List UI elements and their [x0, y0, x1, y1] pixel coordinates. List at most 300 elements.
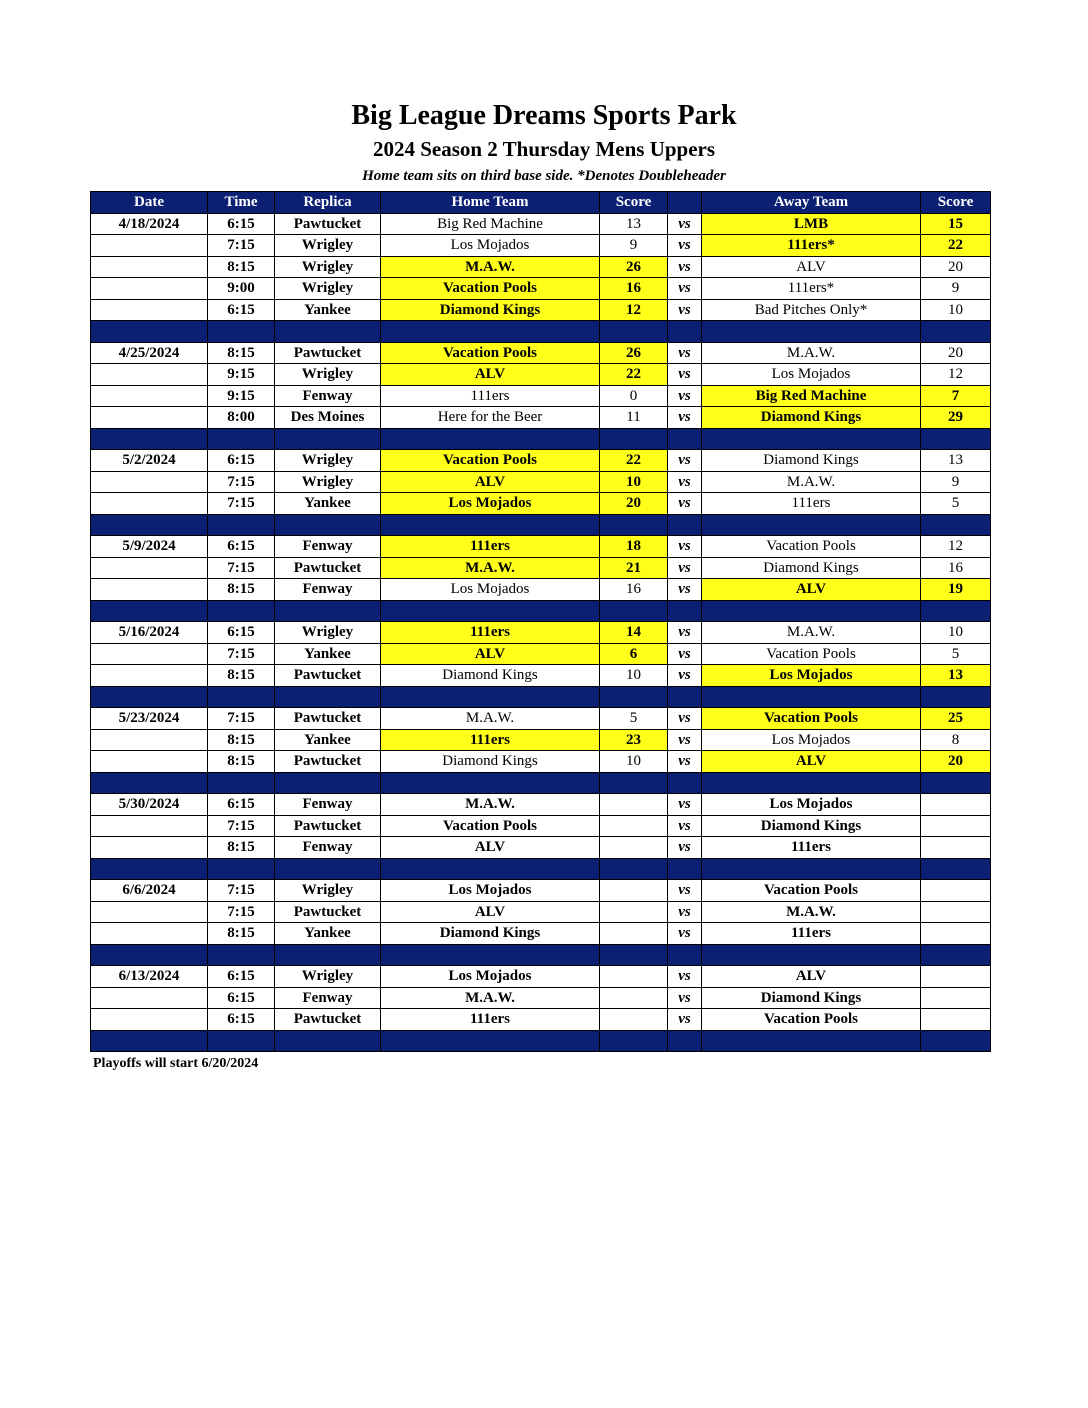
separator-cell — [275, 321, 381, 343]
away-score-cell — [921, 987, 991, 1009]
date-cell — [91, 987, 208, 1009]
replica-cell: Wrigley — [275, 235, 381, 257]
replica-cell: Wrigley — [275, 278, 381, 300]
time-cell: 6:15 — [208, 966, 275, 988]
time-cell: 8:15 — [208, 751, 275, 773]
week-separator-row — [91, 514, 991, 536]
home-team-cell: Diamond Kings — [381, 751, 600, 773]
date-cell — [91, 815, 208, 837]
away-score-cell: 13 — [921, 450, 991, 472]
home-team-cell: ALV — [381, 901, 600, 923]
table-row — [91, 557, 991, 579]
time-cell: 7:15 — [208, 557, 275, 579]
separator-cell — [600, 428, 668, 450]
separator-cell — [921, 772, 991, 794]
col-header-away-score: Score — [921, 192, 991, 214]
time-cell: 7:15 — [208, 901, 275, 923]
away-team-cell: M.A.W. — [702, 471, 921, 493]
week-separator-row — [91, 600, 991, 622]
date-cell: 5/9/2024 — [91, 536, 208, 558]
home-score-cell: 10 — [600, 471, 668, 493]
replica-cell: Wrigley — [275, 450, 381, 472]
home-team-cell: Diamond Kings — [381, 299, 600, 321]
home-score-cell — [600, 880, 668, 902]
time-cell: 9:15 — [208, 385, 275, 407]
home-team-cell: ALV — [381, 837, 600, 859]
replica-cell: Pawtucket — [275, 342, 381, 364]
home-team-cell: ALV — [381, 471, 600, 493]
separator-cell — [921, 1030, 991, 1052]
away-score-cell — [921, 815, 991, 837]
date-cell — [91, 729, 208, 751]
home-team-cell: Los Mojados — [381, 880, 600, 902]
time-cell: 8:15 — [208, 729, 275, 751]
away-team-cell: Diamond Kings — [702, 557, 921, 579]
separator-cell — [668, 600, 702, 622]
separator-cell — [91, 600, 208, 622]
home-score-cell: 14 — [600, 622, 668, 644]
home-team-cell: 111ers — [381, 1009, 600, 1031]
home-score-cell: 20 — [600, 493, 668, 515]
separator-cell — [921, 428, 991, 450]
vs-cell: vs — [668, 493, 702, 515]
vs-cell: vs — [668, 1009, 702, 1031]
time-cell: 7:15 — [208, 235, 275, 257]
week-separator-row — [91, 428, 991, 450]
away-team-cell: ALV — [702, 966, 921, 988]
time-cell: 9:15 — [208, 364, 275, 386]
separator-cell — [275, 772, 381, 794]
separator-cell — [600, 1030, 668, 1052]
separator-cell — [921, 514, 991, 536]
away-team-cell: Vacation Pools — [702, 1009, 921, 1031]
away-score-cell: 8 — [921, 729, 991, 751]
separator-cell — [381, 858, 600, 880]
vs-cell: vs — [668, 837, 702, 859]
separator-cell — [208, 858, 275, 880]
table-row — [91, 622, 991, 644]
separator-cell — [702, 600, 921, 622]
date-cell: 6/13/2024 — [91, 966, 208, 988]
time-cell: 8:15 — [208, 665, 275, 687]
col-header-home-team: Home Team — [381, 192, 600, 214]
table-row — [91, 837, 991, 859]
away-score-cell: 15 — [921, 213, 991, 235]
home-team-cell: M.A.W. — [381, 256, 600, 278]
date-cell — [91, 1009, 208, 1031]
vs-cell: vs — [668, 643, 702, 665]
separator-cell — [600, 321, 668, 343]
away-score-cell: 20 — [921, 751, 991, 773]
table-row — [91, 880, 991, 902]
separator-cell — [275, 1030, 381, 1052]
table-row — [91, 794, 991, 816]
page-subtitle: 2024 Season 2 Thursday Mens Uppers — [372, 137, 716, 161]
home-team-cell: Diamond Kings — [381, 923, 600, 945]
home-score-cell: 5 — [600, 708, 668, 730]
vs-cell: vs — [668, 407, 702, 429]
separator-cell — [381, 944, 600, 966]
date-cell: 5/23/2024 — [91, 708, 208, 730]
vs-cell: vs — [668, 815, 702, 837]
time-cell: 6:15 — [208, 213, 275, 235]
time-cell: 9:00 — [208, 278, 275, 300]
home-team-cell: Vacation Pools — [381, 278, 600, 300]
away-score-cell: 20 — [921, 342, 991, 364]
separator-cell — [208, 772, 275, 794]
week-separator-row — [91, 686, 991, 708]
time-cell: 7:15 — [208, 708, 275, 730]
home-team-cell: ALV — [381, 643, 600, 665]
vs-cell: vs — [668, 450, 702, 472]
separator-cell — [600, 858, 668, 880]
home-score-cell: 22 — [600, 450, 668, 472]
date-cell — [91, 385, 208, 407]
away-score-cell: 7 — [921, 385, 991, 407]
separator-cell — [921, 858, 991, 880]
schedule-table — [90, 191, 991, 1052]
away-team-cell: Los Mojados — [702, 665, 921, 687]
away-team-cell: 111ers* — [702, 278, 921, 300]
home-score-cell — [600, 837, 668, 859]
separator-cell — [600, 944, 668, 966]
table-row — [91, 708, 991, 730]
time-cell: 7:15 — [208, 643, 275, 665]
home-team-cell: Diamond Kings — [381, 665, 600, 687]
table-row — [91, 364, 991, 386]
home-score-cell — [600, 815, 668, 837]
home-team-cell: 111ers — [381, 622, 600, 644]
replica-cell: Wrigley — [275, 364, 381, 386]
date-cell — [91, 557, 208, 579]
away-score-cell: 19 — [921, 579, 991, 601]
home-team-cell: Los Mojados — [381, 579, 600, 601]
away-score-cell: 5 — [921, 493, 991, 515]
time-cell: 7:15 — [208, 815, 275, 837]
table-row — [91, 385, 991, 407]
separator-cell — [275, 686, 381, 708]
home-score-cell — [600, 923, 668, 945]
separator-cell — [208, 321, 275, 343]
date-cell: 4/18/2024 — [91, 213, 208, 235]
date-cell — [91, 493, 208, 515]
home-team-cell: Here for the Beer — [381, 407, 600, 429]
replica-cell: Pawtucket — [275, 213, 381, 235]
table-row — [91, 235, 991, 257]
schedule-body — [91, 213, 991, 1052]
date-cell — [91, 364, 208, 386]
home-team-cell: Big Red Machine — [381, 213, 600, 235]
vs-cell: vs — [668, 751, 702, 773]
vs-cell: vs — [668, 235, 702, 257]
separator-cell — [668, 686, 702, 708]
vs-cell: vs — [668, 622, 702, 644]
separator-cell — [921, 321, 991, 343]
separator-cell — [208, 514, 275, 536]
away-team-cell: Vacation Pools — [702, 880, 921, 902]
away-score-cell: 10 — [921, 299, 991, 321]
separator-cell — [275, 600, 381, 622]
away-team-cell: 111ers — [702, 923, 921, 945]
vs-cell: vs — [668, 923, 702, 945]
home-score-cell: 9 — [600, 235, 668, 257]
date-cell — [91, 579, 208, 601]
table-row — [91, 471, 991, 493]
replica-cell: Pawtucket — [275, 708, 381, 730]
time-cell: 6:15 — [208, 1009, 275, 1031]
separator-cell — [702, 944, 921, 966]
time-cell: 7:15 — [208, 880, 275, 902]
replica-cell: Fenway — [275, 794, 381, 816]
separator-cell — [381, 428, 600, 450]
footer-note: Playoffs will start 6/20/2024 — [93, 1056, 259, 1071]
time-cell: 7:15 — [208, 471, 275, 493]
away-score-cell: 25 — [921, 708, 991, 730]
date-cell — [91, 256, 208, 278]
home-score-cell: 11 — [600, 407, 668, 429]
home-score-cell: 21 — [600, 557, 668, 579]
separator-cell — [208, 686, 275, 708]
separator-cell — [275, 428, 381, 450]
vs-cell: vs — [668, 901, 702, 923]
col-header-home-score: Score — [600, 192, 668, 214]
table-row — [91, 966, 991, 988]
separator-cell — [381, 686, 600, 708]
away-team-cell: 111ers — [702, 493, 921, 515]
separator-cell — [208, 944, 275, 966]
week-separator-row — [91, 772, 991, 794]
separator-cell — [702, 858, 921, 880]
time-cell: 6:15 — [208, 536, 275, 558]
replica-cell: Des Moines — [275, 407, 381, 429]
home-score-cell: 13 — [600, 213, 668, 235]
home-score-cell: 10 — [600, 665, 668, 687]
separator-cell — [600, 772, 668, 794]
home-team-cell: Vacation Pools — [381, 815, 600, 837]
separator-cell — [668, 772, 702, 794]
date-cell — [91, 407, 208, 429]
table-row — [91, 987, 991, 1009]
vs-cell: vs — [668, 579, 702, 601]
date-cell — [91, 751, 208, 773]
home-team-cell: 111ers — [381, 385, 600, 407]
home-score-cell — [600, 987, 668, 1009]
separator-cell — [208, 1030, 275, 1052]
separator-cell — [921, 944, 991, 966]
replica-cell: Pawtucket — [275, 1009, 381, 1031]
col-header-away-team: Away Team — [702, 192, 921, 214]
away-team-cell: Bad Pitches Only* — [702, 299, 921, 321]
time-cell: 8:15 — [208, 837, 275, 859]
date-cell: 6/6/2024 — [91, 880, 208, 902]
away-score-cell: 9 — [921, 278, 991, 300]
date-cell: 5/16/2024 — [91, 622, 208, 644]
home-score-cell: 10 — [600, 751, 668, 773]
away-score-cell: 20 — [921, 256, 991, 278]
home-score-cell: 22 — [600, 364, 668, 386]
replica-cell: Wrigley — [275, 966, 381, 988]
home-team-cell: Los Mojados — [381, 235, 600, 257]
page-title: Big League Dreams Sports Park — [351, 100, 737, 131]
separator-cell — [208, 428, 275, 450]
home-score-cell — [600, 966, 668, 988]
separator-cell — [275, 514, 381, 536]
home-team-cell: M.A.W. — [381, 794, 600, 816]
col-header-date: Date — [91, 192, 208, 214]
separator-cell — [668, 514, 702, 536]
table-row — [91, 278, 991, 300]
table-row — [91, 751, 991, 773]
week-separator-row — [91, 321, 991, 343]
away-score-cell — [921, 794, 991, 816]
home-team-cell: Vacation Pools — [381, 450, 600, 472]
date-cell — [91, 837, 208, 859]
vs-cell: vs — [668, 665, 702, 687]
separator-cell — [921, 686, 991, 708]
vs-cell: vs — [668, 471, 702, 493]
away-team-cell: ALV — [702, 256, 921, 278]
away-team-cell: ALV — [702, 579, 921, 601]
away-team-cell: M.A.W. — [702, 622, 921, 644]
time-cell: 6:15 — [208, 987, 275, 1009]
replica-cell: Fenway — [275, 536, 381, 558]
away-team-cell: Los Mojados — [702, 729, 921, 751]
away-team-cell: Vacation Pools — [702, 708, 921, 730]
vs-cell: vs — [668, 987, 702, 1009]
date-cell: 5/30/2024 — [91, 794, 208, 816]
separator-cell — [91, 944, 208, 966]
table-row — [91, 342, 991, 364]
replica-cell: Pawtucket — [275, 901, 381, 923]
time-cell: 6:15 — [208, 794, 275, 816]
table-row — [91, 450, 991, 472]
separator-cell — [91, 428, 208, 450]
away-team-cell: Diamond Kings — [702, 987, 921, 1009]
replica-cell: Pawtucket — [275, 751, 381, 773]
date-cell — [91, 901, 208, 923]
table-row — [91, 407, 991, 429]
home-team-cell: Los Mojados — [381, 493, 600, 515]
table-row — [91, 729, 991, 751]
away-team-cell: LMB — [702, 213, 921, 235]
separator-cell — [702, 428, 921, 450]
separator-cell — [91, 858, 208, 880]
page-note: Home team sits on third base side. *Denotes Doubleheader — [362, 168, 726, 184]
vs-cell: vs — [668, 299, 702, 321]
separator-cell — [668, 428, 702, 450]
date-cell — [91, 471, 208, 493]
home-team-cell: M.A.W. — [381, 987, 600, 1009]
away-team-cell: Diamond Kings — [702, 450, 921, 472]
vs-cell: vs — [668, 729, 702, 751]
home-score-cell: 12 — [600, 299, 668, 321]
away-team-cell: Los Mojados — [702, 364, 921, 386]
replica-cell: Fenway — [275, 385, 381, 407]
date-cell: 5/2/2024 — [91, 450, 208, 472]
home-team-cell: M.A.W. — [381, 708, 600, 730]
separator-cell — [275, 858, 381, 880]
separator-cell — [702, 514, 921, 536]
time-cell: 7:15 — [208, 493, 275, 515]
away-score-cell — [921, 880, 991, 902]
home-score-cell: 0 — [600, 385, 668, 407]
replica-cell: Yankee — [275, 643, 381, 665]
separator-cell — [381, 1030, 600, 1052]
table-row — [91, 901, 991, 923]
time-cell: 8:15 — [208, 923, 275, 945]
date-cell — [91, 923, 208, 945]
away-score-cell — [921, 1009, 991, 1031]
separator-cell — [208, 600, 275, 622]
time-cell: 8:00 — [208, 407, 275, 429]
home-score-cell: 18 — [600, 536, 668, 558]
home-team-cell: 111ers — [381, 536, 600, 558]
away-team-cell: 111ers* — [702, 235, 921, 257]
vs-cell: vs — [668, 364, 702, 386]
replica-cell: Fenway — [275, 837, 381, 859]
home-team-cell: M.A.W. — [381, 557, 600, 579]
separator-cell — [668, 1030, 702, 1052]
home-team-cell: 111ers — [381, 729, 600, 751]
home-score-cell: 16 — [600, 579, 668, 601]
away-score-cell: 12 — [921, 364, 991, 386]
home-score-cell: 26 — [600, 342, 668, 364]
table-row — [91, 643, 991, 665]
table-row — [91, 213, 991, 235]
separator-cell — [921, 600, 991, 622]
away-score-cell: 9 — [921, 471, 991, 493]
separator-cell — [91, 321, 208, 343]
away-team-cell: Big Red Machine — [702, 385, 921, 407]
home-team-cell: Los Mojados — [381, 966, 600, 988]
date-cell — [91, 299, 208, 321]
replica-cell: Fenway — [275, 987, 381, 1009]
separator-cell — [668, 321, 702, 343]
date-cell — [91, 278, 208, 300]
away-team-cell: M.A.W. — [702, 901, 921, 923]
vs-cell: vs — [668, 536, 702, 558]
home-score-cell: 26 — [600, 256, 668, 278]
away-team-cell: ALV — [702, 751, 921, 773]
away-score-cell: 13 — [921, 665, 991, 687]
date-cell: 4/25/2024 — [91, 342, 208, 364]
away-team-cell: Los Mojados — [702, 794, 921, 816]
table-row — [91, 493, 991, 515]
week-separator-row — [91, 1030, 991, 1052]
away-team-cell: Vacation Pools — [702, 536, 921, 558]
away-team-cell: Vacation Pools — [702, 643, 921, 665]
vs-cell: vs — [668, 256, 702, 278]
vs-cell: vs — [668, 966, 702, 988]
replica-cell: Pawtucket — [275, 557, 381, 579]
table-row — [91, 1009, 991, 1031]
away-score-cell: 10 — [921, 622, 991, 644]
separator-cell — [668, 944, 702, 966]
separator-cell — [702, 686, 921, 708]
replica-cell: Pawtucket — [275, 815, 381, 837]
vs-cell: vs — [668, 557, 702, 579]
replica-cell: Yankee — [275, 299, 381, 321]
vs-cell: vs — [668, 213, 702, 235]
home-team-cell: ALV — [381, 364, 600, 386]
replica-cell: Pawtucket — [275, 665, 381, 687]
date-cell — [91, 235, 208, 257]
time-cell: 6:15 — [208, 450, 275, 472]
away-team-cell: Diamond Kings — [702, 407, 921, 429]
time-cell: 8:15 — [208, 342, 275, 364]
replica-cell: Yankee — [275, 923, 381, 945]
separator-cell — [600, 514, 668, 536]
